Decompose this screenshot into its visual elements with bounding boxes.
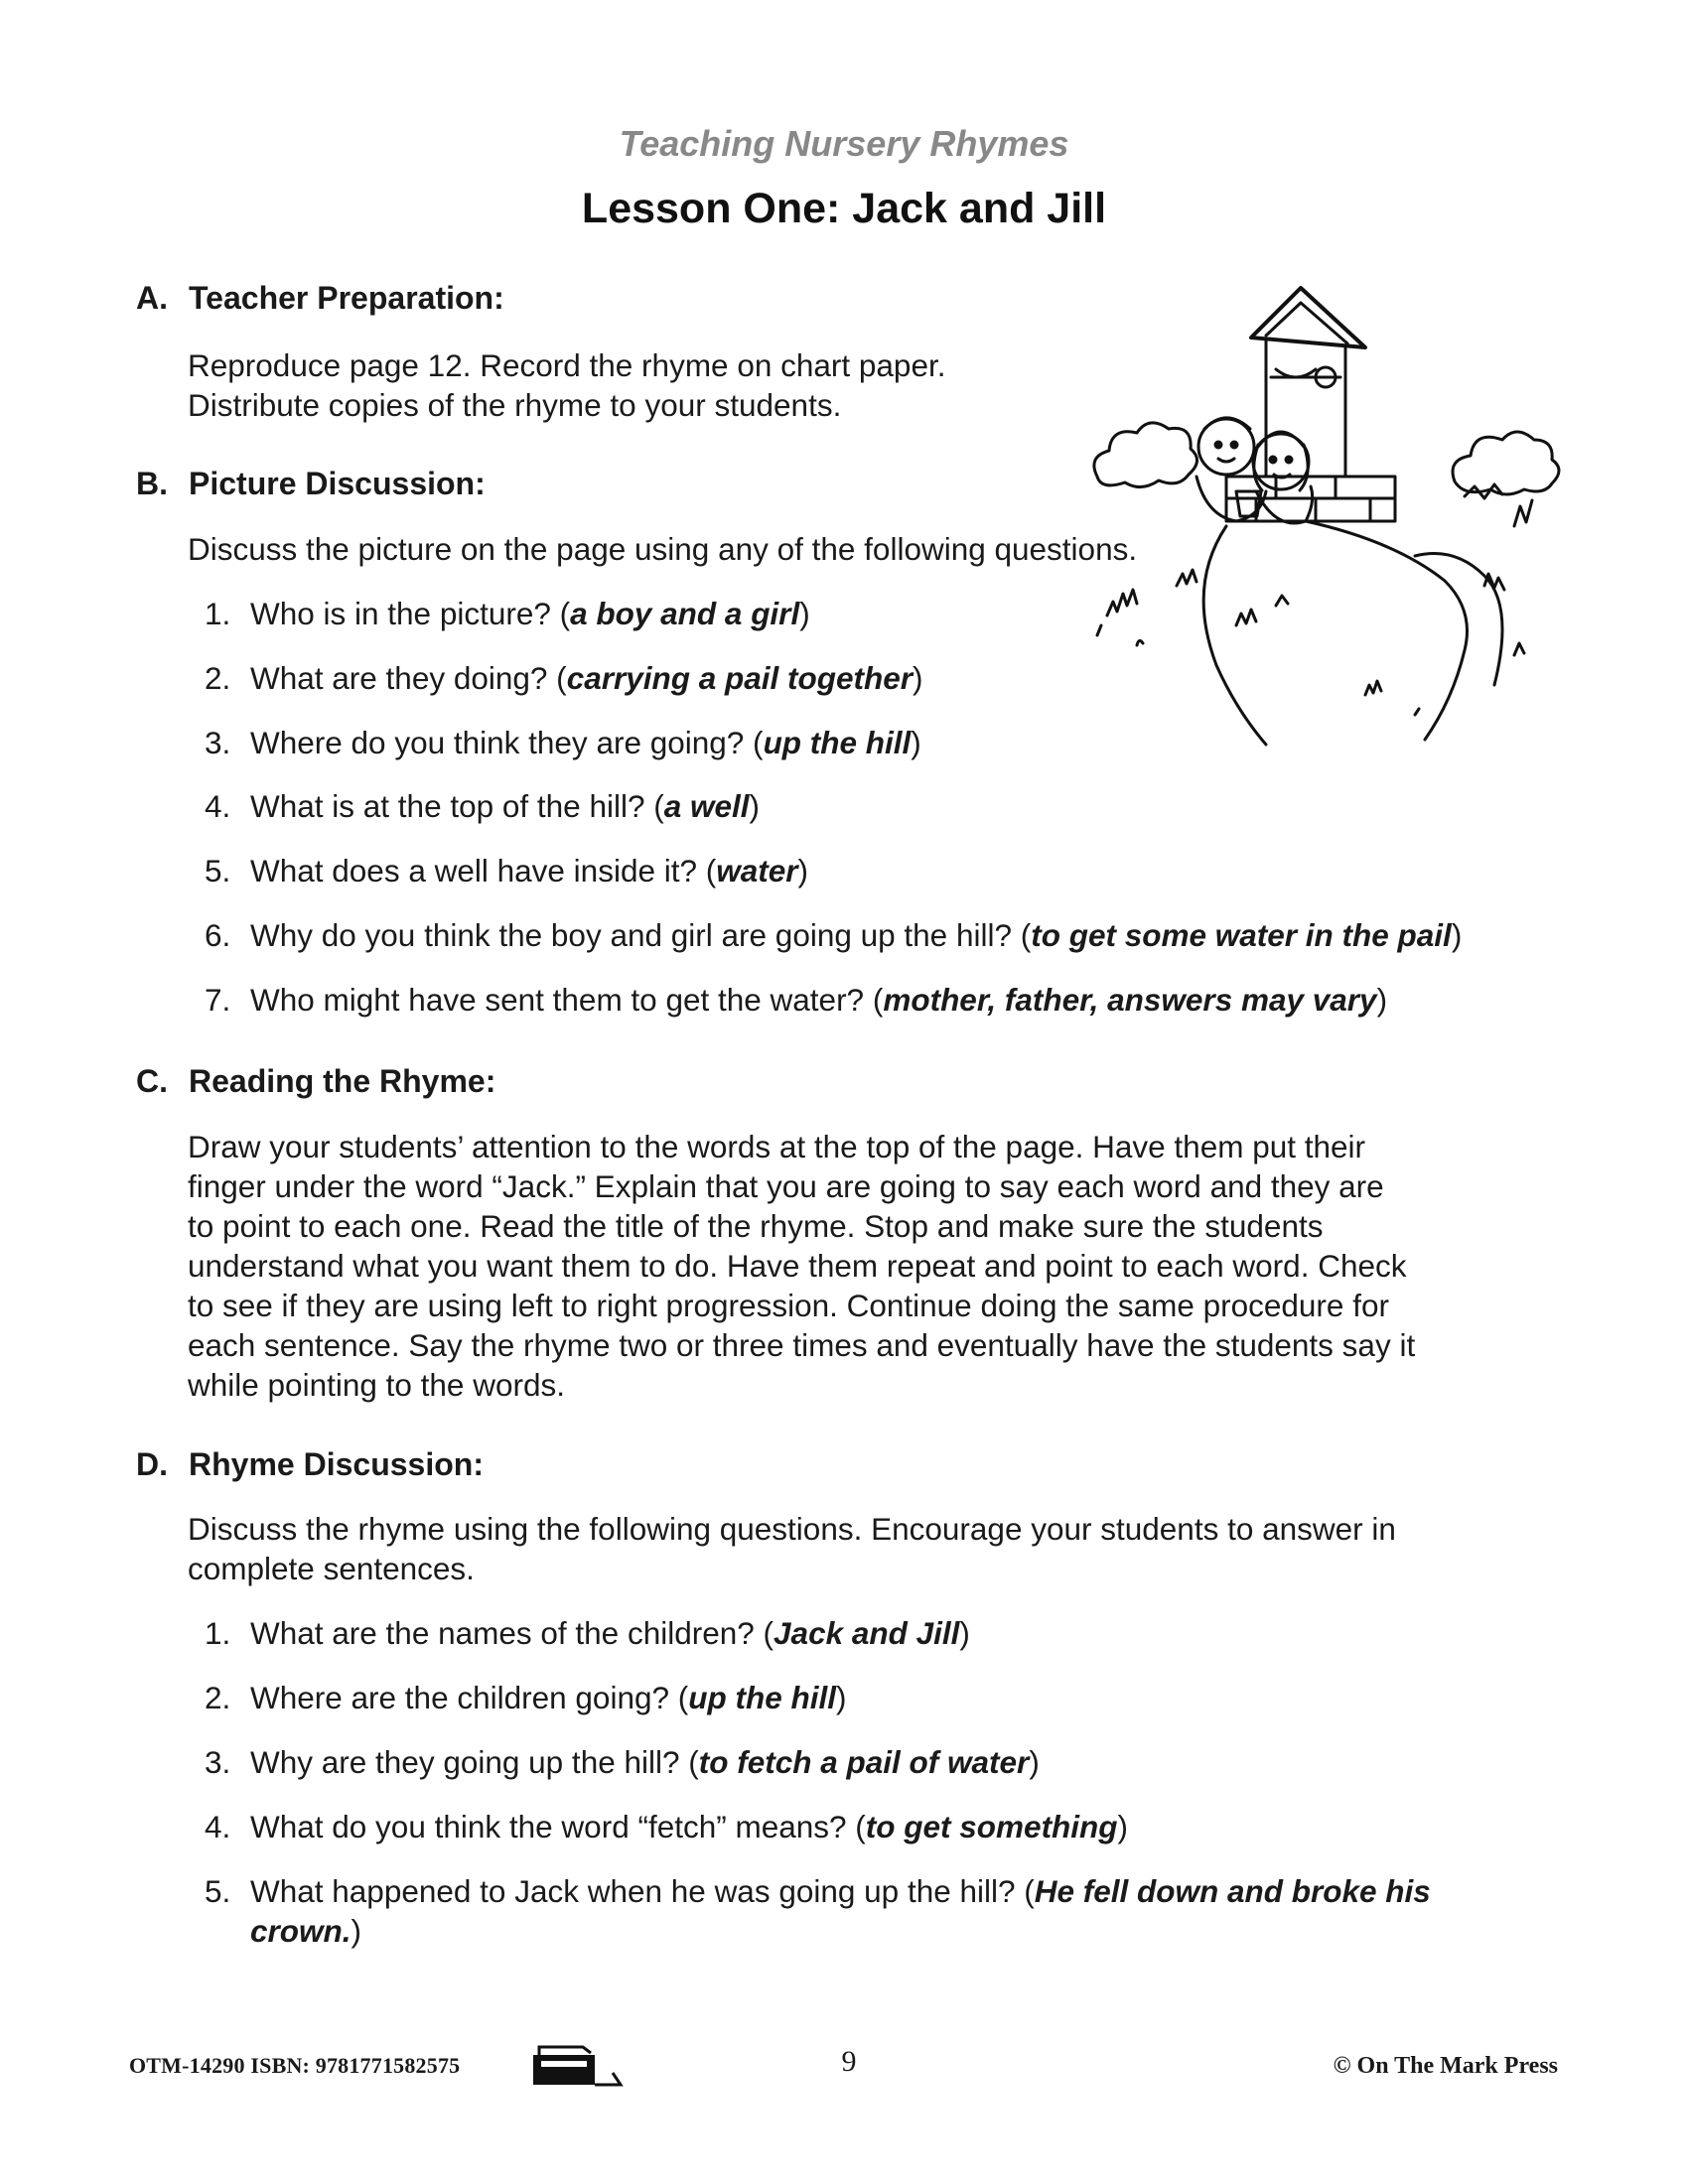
section-a-heading — [136, 280, 504, 317]
section-c-line: to see if they are using left to right progression. Continue doing the same procedure for — [188, 1288, 1389, 1323]
section-b-letter: B. — [136, 466, 168, 501]
section-c-title: Reading the Rhyme: — [189, 1063, 496, 1099]
list-item: 2. What are they doing? (carrying a pail together) — [205, 660, 923, 696]
publisher-logo-icon — [529, 2043, 629, 2091]
page-title: Lesson One: Jack and Jill — [581, 185, 1107, 232]
section-c-line: to point to each one. Read the title of the rhyme. Stop and make sure the students — [188, 1208, 1324, 1244]
section-c-heading — [136, 1063, 495, 1100]
section-a-line: Distribute copies of the rhyme to your students. — [188, 387, 842, 423]
footer-copyright: © On The Mark Press — [1333, 2053, 1558, 2079]
list-item: 5. What does a well have inside it? (water) — [205, 853, 809, 888]
cloud-right-icon — [1453, 432, 1559, 494]
list-item: 5. What happened to Jack when he was going up the hill? (He fell down and broke his crown.) — [205, 1873, 1431, 1949]
list-item: 3. Where do you think they are going? (up the hill) — [205, 725, 921, 760]
section-c-line: while pointing to the words. — [188, 1367, 565, 1403]
section-d-intro — [188, 1509, 1396, 1588]
section-a-line: Reproduce page 12. Record the rhyme on chart paper. — [188, 347, 946, 383]
section-d-letter: D. — [136, 1446, 168, 1482]
list-item: 1. What are the names of the children? (Jack and Jill) — [205, 1615, 970, 1651]
list-item: 4. What is at the top of the hill? (a well) — [205, 788, 761, 824]
section-d-title: Rhyme Discussion: — [189, 1446, 484, 1482]
cloud-left-icon — [1094, 423, 1197, 487]
section-d-intro-line: complete sentences. — [188, 1551, 475, 1586]
page-number: 9 — [841, 2045, 857, 2078]
section-a-title: Teacher Preparation: — [189, 280, 504, 316]
section-d-heading — [136, 1446, 484, 1483]
section-a-text — [188, 345, 945, 425]
section-c-line: Draw your students’ attention to the words at the top of the page. Have them put their — [188, 1129, 1366, 1164]
section-c-line: finger under the word “Jack.” Explain that you are going to say each word and they are — [188, 1168, 1384, 1204]
well-roof-icon — [1251, 288, 1365, 347]
section-c-line: each sentence. Say the rhyme two or three times and eventually have the students say it — [188, 1327, 1416, 1363]
list-item: 7. Who might have sent them to get the water? (mother, father, answers may vary) — [205, 982, 1388, 1018]
list-item: 6. Why do you think the boy and girl are going up the hill? (to get some water in the pail) — [205, 917, 1463, 953]
section-b-intro: Discuss the picture on the page using any of the following questions. — [188, 531, 1138, 567]
list-item: 2. Where are the children going? (up the hill) — [205, 1680, 847, 1715]
section-b-heading — [136, 466, 486, 502]
section-a-letter: A. — [136, 280, 168, 316]
list-item: 1. Who is in the picture? (a boy and a girl) — [205, 596, 810, 631]
section-c-text — [188, 1127, 1415, 1405]
section-b-title: Picture Discussion: — [189, 466, 486, 501]
footer-isbn: OTM-14290 ISBN: 9781771582575 — [129, 2053, 461, 2078]
list-item: 4. What do you think the word “fetch” means? (to get something) — [205, 1809, 1129, 1844]
section-d-intro-line: Discuss the rhyme using the following questions. Encourage your students to answer in — [188, 1511, 1396, 1547]
section-c-letter: C. — [136, 1063, 168, 1099]
list-item: 3. Why are they going up the hill? (to fetch a pail of water) — [205, 1744, 1040, 1780]
section-c-line: understand what you want them to do. Have them repeat and point to each word. Check — [188, 1248, 1407, 1284]
page-subtitle: Teaching Nursery Rhymes — [619, 123, 1069, 164]
jack-and-jill-well-illustration — [1077, 278, 1574, 774]
